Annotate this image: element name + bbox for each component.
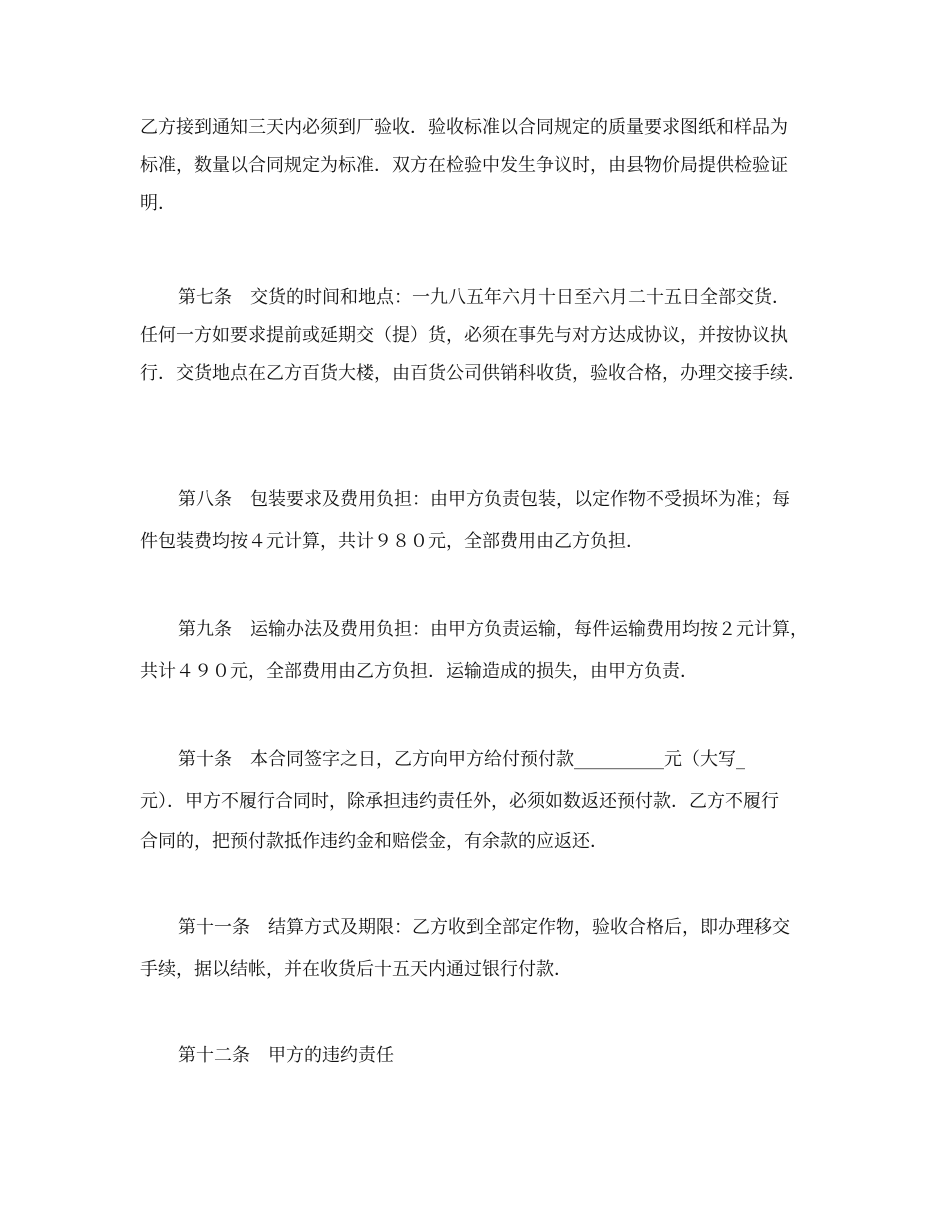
text-line: 乙方接到通知三天内必须到厂验收．验收标准以合同规定的质量要求图纸和样品为 [140,117,788,138]
text-line: 件包装费均按４元计算，共计９８０元，全部费用由乙方负担． [140,531,644,552]
text-line: 行．交货地点在乙方百货大楼，由百货公司供销科收货，验收合格，办理交接手续． [140,363,806,384]
article-11-heading-line: 第十一条 结算方式及期限：乙方收到全部定作物，验收合格后，即办理移交 [178,917,790,938]
text-line: 标准，数量以合同规定为标准．双方在检验中发生争议时，由县物价局提供检验证 [140,155,788,176]
article-10-heading-line: 第十条 本合同签字之日，乙方向甲方给付预付款__________元（大写_ [178,749,745,770]
text-line: 手续，据以结帐，并在收货后十五天内通过银行付款． [140,959,572,980]
text-line: 元）．甲方不履行合同时，除承担违约责任外，必须如数返还预付款．乙方不履行 [140,791,779,812]
text-line: 明． [140,193,176,214]
text-line: 共计４９０元，全部费用由乙方负担．运输造成的损失，由甲方负责． [140,661,698,682]
article-8-heading-line: 第八条 包装要求及费用负担：由甲方负责包装，以定作物不受损坏为准；每 [178,489,790,510]
article-12-heading-line: 第十二条 甲方的违约责任 [178,1045,394,1066]
article-7-heading-line: 第七条 交货的时间和地点：一九八五年六月十日至六月二十五日全部交货． [178,287,790,308]
text-line: 任何一方如要求提前或延期交（提）货，必须在事先与对方达成协议，并按协议执 [140,325,788,346]
article-9-heading-line: 第九条 运输办法及费用负担：由甲方负责运输，每件运输费用均按２元计算， [178,619,808,640]
text-line: 合同的，把预付款抵作违约金和赔偿金，有余款的应返还． [140,831,608,852]
